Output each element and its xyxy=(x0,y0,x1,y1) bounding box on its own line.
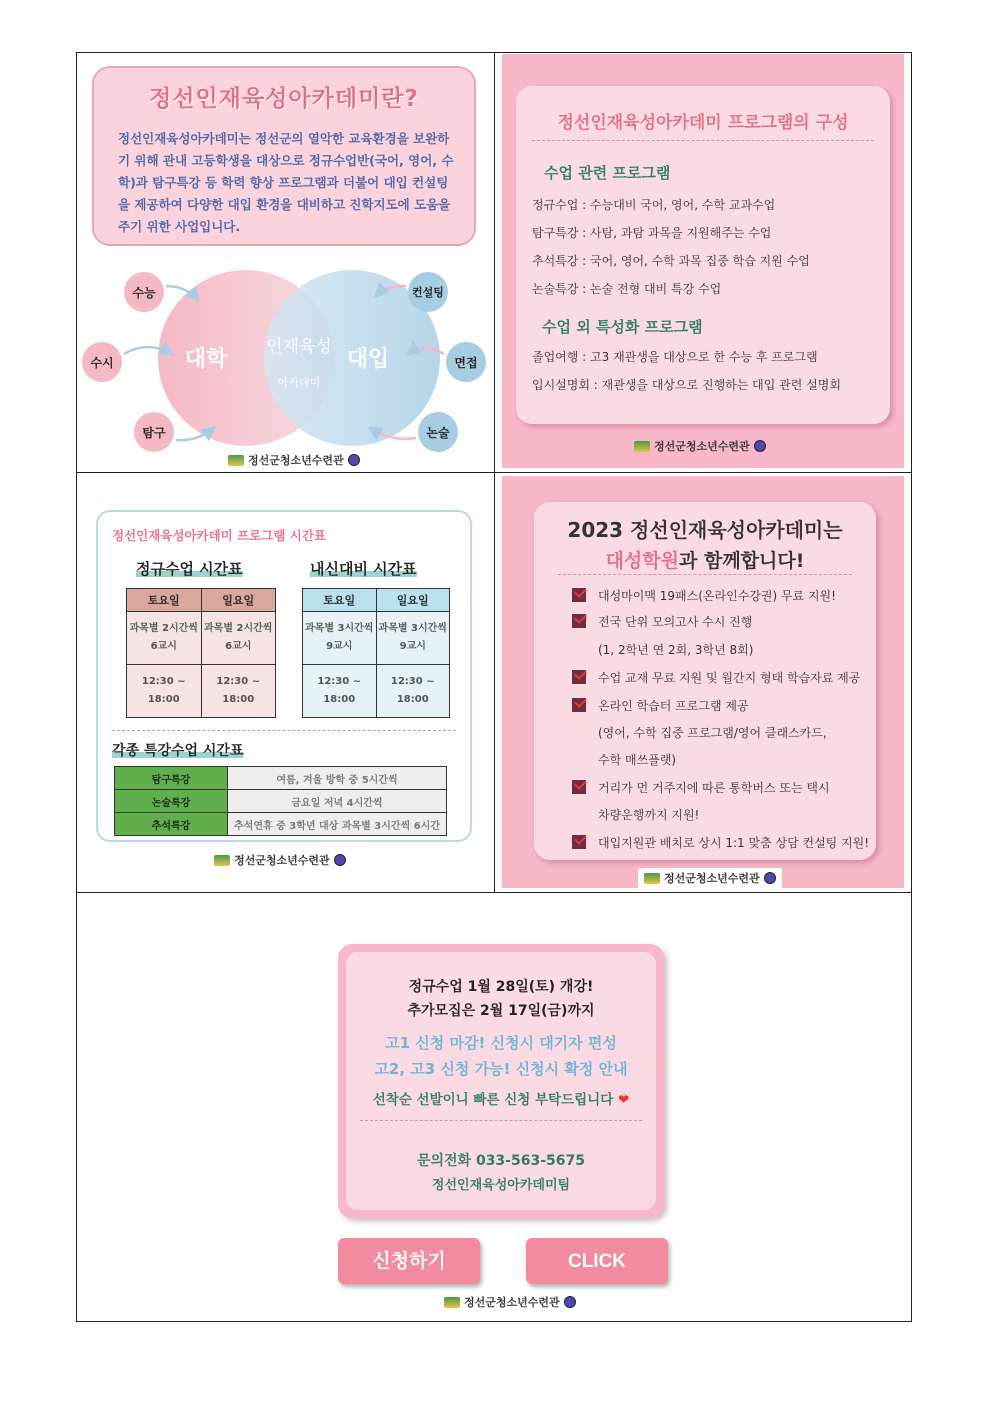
check-icon xyxy=(572,614,586,628)
program-structure-divider xyxy=(532,140,874,141)
special-row-value: 금요일 저녁 4시간씩 xyxy=(228,790,447,813)
notice-team: 정선인재육성아카데미팀 xyxy=(431,1178,571,1193)
regular-saturday-hours: 과목별 2시간씩 6교시 xyxy=(127,612,202,665)
regular-saturday-header: 토요일 xyxy=(127,589,202,612)
venn-center-label-1: 인재육성 xyxy=(266,337,332,357)
center-emblem-icon xyxy=(764,872,776,884)
academy-intro-title: 정선인재육성아카데미란? xyxy=(149,86,419,112)
class-program-line: 탐구특강 : 사탐, 과탐 과목을 지원해주는 수업 xyxy=(532,226,772,240)
divider-row2 xyxy=(76,892,912,893)
jeongseon-logo-icon xyxy=(228,455,244,466)
notice-start-date: 정규수업 1월 28일(토) 개강! xyxy=(408,979,594,995)
naesin-saturday-header: 토요일 xyxy=(303,589,377,612)
panel1-footer-text: 정선군청소년수련관 xyxy=(248,454,344,467)
benefit-item-detail: 수학 매쓰플랫) xyxy=(598,753,677,767)
center-emblem-icon xyxy=(334,854,346,866)
benefit-item: 전국 단위 모의고사 수시 진행 xyxy=(598,615,753,629)
benefit-item: 온라인 학습터 프로그램 제공 xyxy=(598,699,749,713)
special-row-value: 여름, 겨울 방학 중 5시간씩 xyxy=(228,767,447,790)
venn-left-label: 대학 xyxy=(184,347,228,372)
special-program-line: 졸업여행 : 고3 재관생을 대상으로 한 수능 후 프로그램 xyxy=(532,350,818,364)
bubble-suneung-label: 수능 xyxy=(132,286,156,300)
jeongseon-logo-icon xyxy=(214,855,230,866)
naesin-timetable xyxy=(302,588,450,718)
timetable-box xyxy=(96,510,472,842)
naesin-sunday-header: 일요일 xyxy=(376,589,450,612)
heart-icon: ❤ xyxy=(617,1092,630,1108)
benefit-item: 대입지원관 배치로 상시 1:1 맞춤 상담 컨설팅 지원! xyxy=(598,836,870,850)
jeongseon-logo-icon xyxy=(634,441,650,452)
panel2-footer xyxy=(634,438,766,454)
panel5-footer xyxy=(444,1294,576,1310)
naesin-sunday-hours: 과목별 3시간씩 9교시 xyxy=(376,612,450,665)
benefit-item-detail: 차량운행까지 지원! xyxy=(598,808,700,822)
daesung-divider xyxy=(558,574,852,575)
notice-first-come: 선착순 선발이니 빠른 신청 부탁드립니다 ❤ xyxy=(372,1092,630,1108)
benefit-item: 거리가 먼 거주지에 따른 통학버스 또는 택시 xyxy=(598,781,830,795)
notice-contact: 문의전화 033-563-5675 xyxy=(416,1153,585,1169)
special-program-line: 입시설명회 : 재관생을 대상으로 진행하는 대입 관련 설명회 xyxy=(532,378,841,392)
special-row-key: 추석특강 xyxy=(115,813,228,836)
academy-intro-body: 정선인재육성아카데미는 정선군의 열악한 교육환경을 보완하기 위해 관내 고등학생을 대상으로 정규수업반(국어, 영어, 수학)과 탐구특강 등 학력 향상 프로그램과 더불어 대입 컨설팅을 제공하여 다양한 대입 환경을 대비하고 진학지도에 도움을 주기 위한 사업입니다. xyxy=(118,131,454,234)
special-row-key: 탐구특강 xyxy=(115,767,228,790)
bubble-interview-label: 면접 xyxy=(454,356,478,370)
benefit-item-detail: (영어, 수학 집중 프로그램/영어 클래스카드, xyxy=(598,726,827,740)
regular-saturday-time: 12:30 ~ 18:00 xyxy=(127,665,202,718)
naesin-saturday-hours: 과목별 3시간씩 9교시 xyxy=(303,612,377,665)
venn-center-label-2: 아카데미 xyxy=(277,376,321,389)
class-program-line: 논술특강 : 논술 전형 대비 특강 수업 xyxy=(532,282,722,296)
apply-button[interactable]: 신청하기 xyxy=(338,1238,480,1284)
panel1-footer xyxy=(228,452,360,468)
notice-box xyxy=(338,944,664,1218)
venn-diagram xyxy=(78,256,494,472)
notice-deadline: 추가모집은 2월 17일(금)까지 xyxy=(407,1003,595,1019)
jeongseon-logo-icon xyxy=(444,1297,460,1308)
click-button[interactable]: CLICK xyxy=(526,1238,668,1284)
timetable-divider xyxy=(112,730,456,731)
bubble-essay-label: 논술 xyxy=(426,426,450,440)
daesung-title-line1: 2023 정선인재육성아카데미는 xyxy=(567,518,843,542)
naesin-timetable-title: 내신대비 시간표 xyxy=(310,560,417,578)
special-programs-heading: 수업 외 특성화 프로그램 xyxy=(542,318,703,336)
center-emblem-icon xyxy=(754,440,766,452)
panel4-footer xyxy=(638,868,782,888)
check-icon xyxy=(572,835,586,849)
check-icon xyxy=(572,780,586,794)
divider-column xyxy=(494,52,495,892)
special-timetable xyxy=(114,766,447,836)
notice-inner xyxy=(346,952,656,1210)
academy-intro-box xyxy=(92,66,476,246)
notice-grade1: 고1 신청 마감! 신청시 대기자 편성 xyxy=(385,1034,617,1052)
center-emblem-icon xyxy=(564,1296,576,1308)
benefit-item: 수업 교재 무료 지원 및 월간지 형태 학습자료 제공 xyxy=(598,671,861,685)
regular-timetable-title: 정규수업 시간표 xyxy=(136,560,243,578)
panel3-footer xyxy=(214,852,346,868)
special-row-value: 추석연휴 중 3학년 대상 과목별 3시간씩 6시간 xyxy=(228,813,447,836)
bubble-tamgu-label: 탐구 xyxy=(142,426,166,440)
class-programs-heading: 수업 관련 프로그램 xyxy=(544,164,671,182)
daesung-box xyxy=(534,502,876,860)
check-icon xyxy=(572,670,586,684)
panel2-footer-text: 정선군청소년수련관 xyxy=(654,440,750,453)
timetable-title: 정선인재육성아카데미 프로그램 시간표 xyxy=(112,528,326,543)
naesin-sunday-time: 12:30 ~ 18:00 xyxy=(376,665,450,718)
check-icon xyxy=(572,588,586,602)
benefit-item: 대성마이맥 19패스(온라인수강권) 무료 지원! xyxy=(598,589,836,603)
benefit-item-detail: (1, 2학년 연 2회, 3학년 8회) xyxy=(598,643,754,657)
naesin-saturday-time: 12:30 ~ 18:00 xyxy=(303,665,377,718)
program-structure-box xyxy=(516,86,890,424)
regular-sunday-header: 일요일 xyxy=(201,589,276,612)
daesung-title-rest: 과 함께합니다! xyxy=(679,550,805,572)
panel5-footer-text: 정선군청소년수련관 xyxy=(464,1296,560,1309)
notice-divider xyxy=(360,1120,642,1121)
center-emblem-icon xyxy=(348,454,360,466)
special-timetable-title: 각종 특강수업 시간표 xyxy=(112,743,244,759)
daesung-title-line2 xyxy=(534,546,876,573)
class-program-line: 추석특강 : 국어, 영어, 수학 과목 집중 학습 지원 수업 xyxy=(532,254,810,268)
panel3-footer-text: 정선군청소년수련관 xyxy=(234,854,330,867)
regular-sunday-time: 12:30 ~ 18:00 xyxy=(201,665,276,718)
regular-timetable xyxy=(126,588,276,718)
program-structure-title: 정선인재육성아카데미 프로그램의 구성 xyxy=(557,113,849,133)
class-program-line: 정규수업 : 수능대비 국어, 영어, 수학 교과수업 xyxy=(532,198,776,212)
panel4-footer-text: 정선군청소년수련관 xyxy=(664,872,760,885)
regular-sunday-hours: 과목별 2시간씩 6교시 xyxy=(201,612,276,665)
notice-grade23: 고2, 고3 신청 가능! 신청시 확정 안내 xyxy=(374,1060,628,1078)
bubble-susi-label: 수시 xyxy=(90,356,114,370)
daesung-highlight: 대성학원 xyxy=(605,550,679,572)
check-icon xyxy=(572,698,586,712)
venn-right-label: 대입 xyxy=(346,347,390,372)
special-row-key: 논술특강 xyxy=(115,790,228,813)
bubble-consulting-label: 컨설팅 xyxy=(412,286,444,299)
jeongseon-logo-icon xyxy=(644,873,660,884)
